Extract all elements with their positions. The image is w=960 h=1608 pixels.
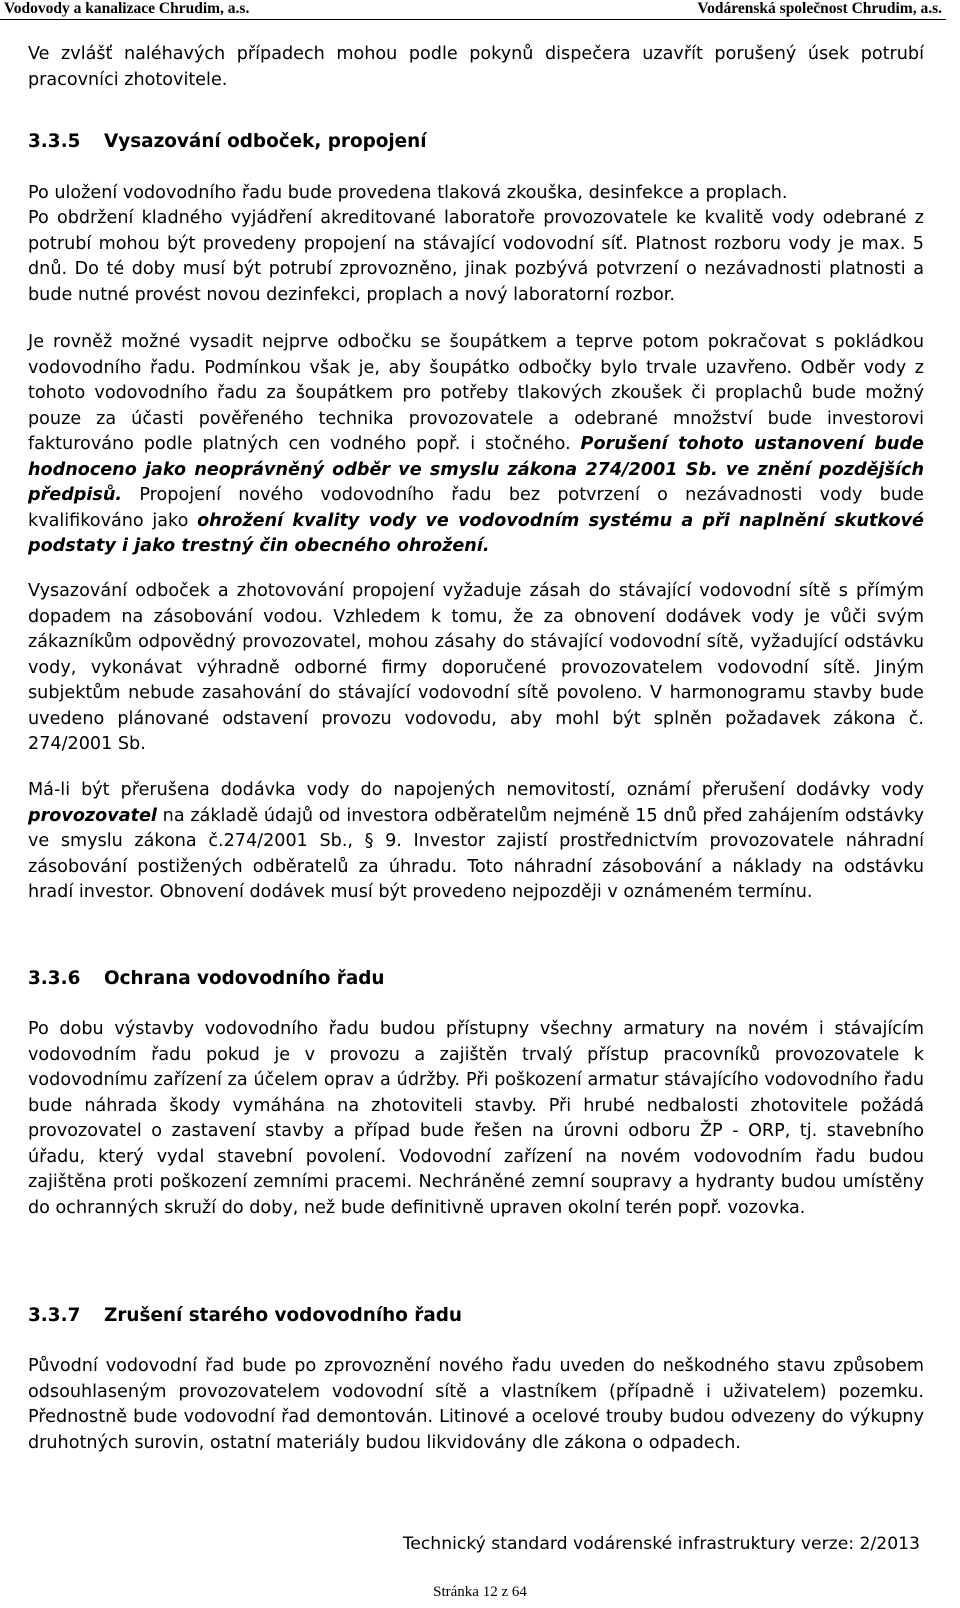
section-335-paragraph-5 [28,778,924,906]
header-divider [0,19,946,20]
section-335-paragraph-3 [28,330,924,560]
section-335-number: 3.3.5 [28,131,81,152]
section-335-paragraph-4: Vysazování odboček a zhotovování propojení vyžaduje zásah do stávající vodovodní sítě s přímým dopadem na zásobování vodou. Vzhledem k tomu, že za obnovení dodávek vody je vůči svým zákazníkům odpovědný provozovatel, mohou zásahy do stávající vodovodní sítě, vyžadující odstávku vody, vykonávat výhradně odborné firmy doporučené provozovatelem vodovodní sítě. Jiným subjektům nebude zasahování do stávající vodovodní sítě povoleno. V harmonogramu stavby bude uvedeno plánované odstavení provozu vodovodu, aby mohl být splněn požadavek zákona č. 274/2001 Sb. [28,581,924,754]
section-337-title: Zrušení starého vodovodního řadu [104,1305,463,1326]
footer-page-number: Stránka 12 z 64 [433,1584,527,1600]
section-337-number: 3.3.7 [28,1305,81,1326]
intro-paragraph: Ve zvlášť naléhavých případech mohou podle pokynů dispečera uzavřít porušený úsek potrubí pracovníci zhotovitele. [28,44,924,90]
section-336-paragraph-1: Po dobu výstavby vodovodního řadu budou přístupny všechny armatury na novém i stávajícím vodovodním řadu pokud je v provozu a zajištěn trvalý přístup pracovníků provozovatele k vodovodnímu zařízení za účelem oprav a údržby. Při poškození armatur stávajícího vodovodního řadu bude náhrada škody vymáhána na zhotoviteli stavby. Při hrubé nedbalosti zhotovitele požádá provozovatel o zastavení stavby a případ bude řešen na úrovni odboru ŽP - ORP, tj. stavebního úřadu, který vydal stavební povolení. Vodovodní zařízení na novém vodovodním řadu budou zajištěna proti poškození zemními pracemi. Nechráněné zemní soupravy a hydranty budou umístěny do ochranných skruží do doby, než bude definitivně upraven okolní terén popř. vozovka. [28,1019,924,1218]
header-right-company: Vodárenská společnost Chrudim, a.s. [697,0,942,17]
section-336-number: 3.3.6 [28,968,81,989]
p3-warning-bold: Porušení tohoto ustanovení bude hodnoceno jako neoprávněný odběr ve smyslu zákona 274/2001 Sb. ve znění pozdějších předpisů. [28,434,924,505]
section-335-paragraph-1: Po uložení vodovodního řadu bude provedena tlaková zkouška, desinfekce a proplach. [28,183,788,203]
p3-text-c: Propojení nového vodovodního řadu bez potvrzení o nezávadnosti vody bude kvalifikováno jako [28,485,924,531]
section-336-title: Ochrana vodovodního řadu [104,968,385,989]
header-left-company: Vodovody a kanalizace Chrudim, a.s. [4,0,250,17]
p5-provozovatel: provozovatel [28,805,157,826]
footer-standard-version: Technický standard vodárenské infrastruktury verze: 2/2013 [402,1534,920,1554]
section-337-heading [28,1303,462,1329]
p5-text-c: na základě údajů od investora odběratelům nejméně 15 dnů před zahájením odstávky ve smyslu zákona č.274/2001 Sb., § 9. Investor zajistí prostřednictvím provozovatele náhradní zásobování postižených odběratelů za úhradu. Toto náhradní zásobování a náklady na odstávku hradí investor. Obnovení dodávek musí být provedeno nejpozději v oznámeném termínu. [28,805,924,902]
section-337-paragraph-1: Původní vodovodní řad bude po zprovoznění nového řadu uveden do neškodného stavu způsobem odsouhlaseným provozovatelem vodovodní sítě a vlastníkem (případně i uživatelem) pozemku. Přednostně bude vodovodní řad demontován. Litinové a ocelové trouby budou odvezeny do výkupny druhotných surovin, ostatní materiály budou likvidovány dle zákona o odpadech. [28,1356,924,1453]
section-335-paragraph-2: Po obdržení kladného vyjádření akreditované laboratoře provozovatele ke kvalitě vody odebrané z potrubí mohou být provedeny propojení na stávající vodovodní síť. Platnost rozboru vody je max. 5 dnů. Do té doby musí být potrubí zprovozněno, jinak pozbývá potvrzení o nezávadnosti platnosti a bude nutné provést novou dezinfekci, proplach a nový laboratorní rozbor. [28,208,924,305]
page-header [0,0,960,20]
section-335-title: Vysazování odboček, propojení [104,131,427,152]
section-336-heading [28,966,384,992]
p3-text-a: Je rovněž možné vysadit nejprve odbočku se šoupátkem a teprve potom pokračovat s pokládkou vodovodního řadu. Podmínkou však je, aby šoupátko odbočky bylo trvale uzavřeno. Odběr vody z tohoto vodovodního řadu za šoupátkem pro potřeby tlakových zkoušek či proplachů bude možný pouze za účasti pověřeného technika provozovatele a odebrané množství bude investorovi fakturováno podle platných cen vodného popř. i stočného. [28,332,924,454]
section-335-heading [28,129,427,155]
p3-threat-bold: ohrožení kvality vody ve vodovodním systému a při naplnění skutkové podstaty i jako trestný čin obecného ohrožení. [28,510,924,556]
p5-text-a: Má-li být přerušena dodávka vody do napojených nemovitostí, oznámí přerušení dodávky vody [28,780,924,800]
